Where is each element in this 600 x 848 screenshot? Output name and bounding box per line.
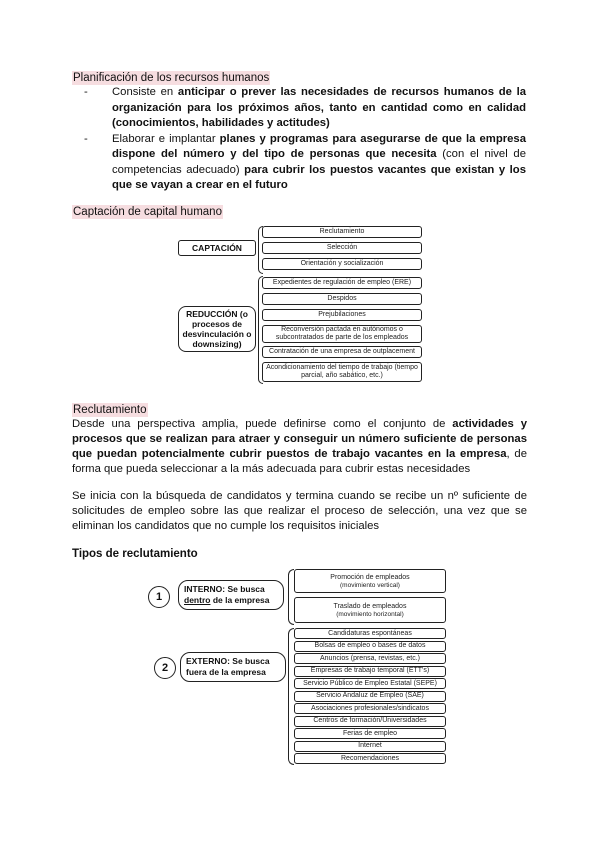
externo-item: Servicio Público de Empleo Estatal (SEPE): [294, 678, 446, 689]
captacion-label: CAPTACIÓN: [178, 240, 256, 256]
reclutamiento-paragraph-1: Desde una perspectiva amplia, puede definirse como el conjunto de actividades y procesos que se realizan para atraer y conseguir un número suficiente de personas que puedan potencialmente cubrir puestos de trabajo vacantes en la empresa, de forma que pueda seleccionar a la más adecuada para cubrir estas necesidades: [72, 418, 527, 475]
reclutamiento-heading: Reclutamiento: [73, 404, 147, 416]
externo-item: Internet: [294, 741, 446, 752]
reduccion-label: REDUCCIÓN (o procesos de desvinculación o downsizing): [178, 306, 256, 352]
tipos-heading: Tipos de reclutamiento: [72, 548, 198, 560]
tipos-diagram: [148, 566, 453, 766]
reduccion-item-5: Contratación de una empresa de outplacement: [262, 346, 422, 358]
interno-number: 1: [148, 586, 170, 608]
captacion-item-3: Orientación y socialización: [262, 258, 422, 270]
captacion-diagram: [170, 222, 430, 384]
reduccion-item-3: Prejubilaciones: [262, 309, 422, 321]
externo-item: Anuncios (prensa, revistas, etc.): [294, 653, 446, 664]
externo-item: Recomendaciones: [294, 753, 446, 764]
interno-label: INTERNO: Se busca dentro de la empresa: [178, 580, 284, 610]
reduccion-item-2: Despidos: [262, 293, 422, 305]
externo-item: Asociaciones profesionales/sindicatos: [294, 703, 446, 714]
reduccion-item-1: Expedientes de regulación de empleo (ERE): [262, 277, 422, 289]
interno-item-2: Traslado de empleados (movimiento horizontal): [294, 597, 446, 623]
planificacion-bullet-2: - Elaborar e implantar planes y programas para asegurarse de que la empresa dispone del número y del tipo de personas que necesita (con el nivel de competencias adecuado) para cubrir los puestos vacantes que existan y los que se vayan a crear en el futuro: [84, 132, 526, 191]
externo-number: 2: [154, 657, 176, 679]
captacion-item-1: Reclutamiento: [262, 226, 422, 238]
reduccion-item-6: Acondicionamiento del tiempo de trabajo (tiempo parcial, año sabático, etc.): [262, 362, 422, 382]
externo-item: Servicio Andaluz de Empleo (SAE): [294, 691, 446, 702]
reclutamiento-paragraph-2: Se inicia con la búsqueda de candidatos y termina cuando se recibe un nº suficiente de solicitudes de empleo sobre las que realizar el proceso de selección, una vez que se eliminan los candidatos que no cumple los requisitos iniciales: [72, 490, 527, 532]
externo-label: EXTERNO: Se busca fuera de la empresa: [180, 652, 286, 682]
interno-item-1: Promoción de empleados (movimiento vertical): [294, 569, 446, 593]
externo-item: Empresas de trabajo temporal (ETT's): [294, 666, 446, 677]
planificacion-bullet-1: - Consiste en anticipar o prever las necesidades de recursos humanos de la organización para los próximos años, tanto en cantidad como en calidad (conocimientos, habilidades y actitudes): [84, 86, 526, 129]
externo-item: Bolsas de empleo o bases de datos: [294, 641, 446, 652]
captacion-item-2: Selección: [262, 242, 422, 254]
captacion-heading: Captación de capital humano: [73, 206, 222, 218]
externo-item: Centros de formación/Universidades: [294, 716, 446, 727]
externo-item: Ferias de empleo: [294, 728, 446, 739]
planificacion-heading: Planificación de los recursos humanos: [73, 72, 270, 84]
planificacion-list: [84, 85, 526, 194]
reduccion-item-4: Reconversión pactada en autónomos o subcontratados de parte de los empleados: [262, 325, 422, 343]
externo-item: Candidaturas espontáneas: [294, 628, 446, 639]
